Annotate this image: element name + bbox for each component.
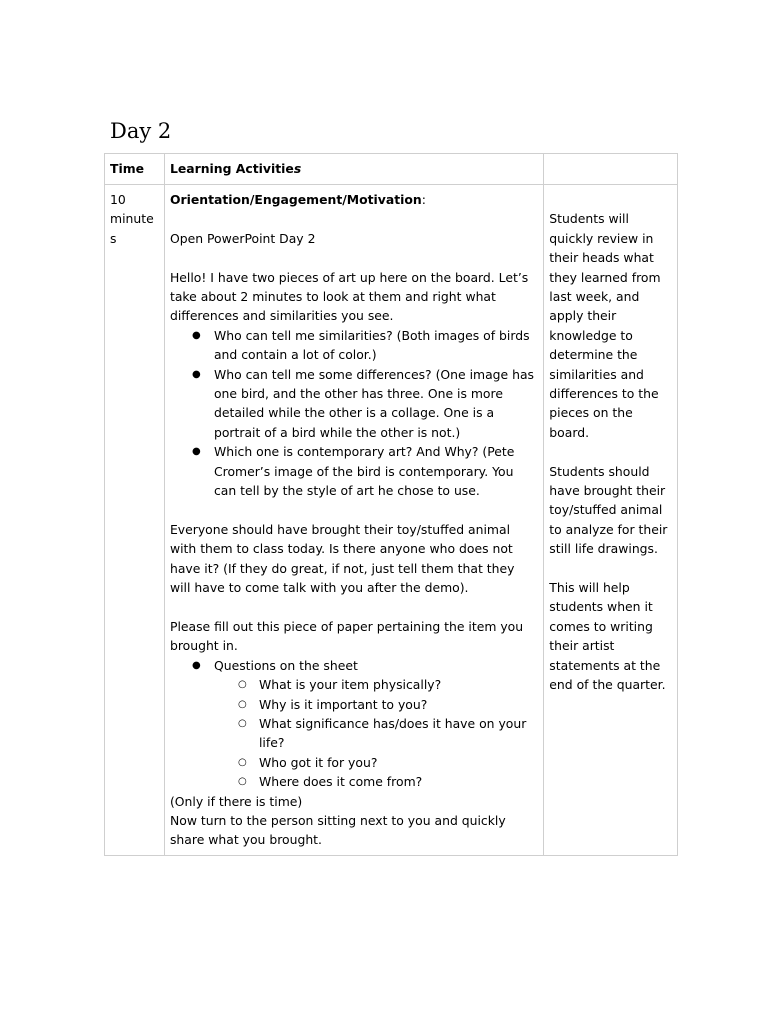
- list-item: ● Which one is contemporary art? And Why? (Pete Cromer’s image of the bird is contemporary. You can tell by the style of art he chose to use.: [170, 442, 538, 500]
- list-item: ○ Why is it important to you?: [170, 695, 538, 714]
- sheet-question-list: [170, 675, 538, 791]
- list-item: ○ What is your item physically?: [170, 675, 538, 694]
- open-powerpoint-text: Open PowerPoint Day 2: [169, 230, 316, 246]
- header-learning-activities: Learning Activities: [164, 154, 543, 185]
- question-list: [170, 326, 538, 501]
- share-text: Now turn to the person sitting next to you and quickly share what you brought.: [169, 812, 506, 848]
- intro-paragraph: Hello! I have two pieces of art up here on the board. Let’s take about 2 minutes to look at them and right what differences and similarities you see.: [169, 269, 529, 324]
- lesson-plan-table: [104, 153, 678, 856]
- time-cell: [105, 185, 165, 856]
- list-item: ● Who can tell me similarities? (Both images of birds and contain a lot of color.): [170, 326, 538, 365]
- list-item: ○ What significance has/does it have on your life?: [170, 714, 538, 753]
- toy-paragraph: Everyone should have brought their toy/stuffed animal with them to class today. Is there anyone who does not have it? (If they do great, if not, just tell them that they will have to come talk with you after the demo).: [169, 521, 515, 596]
- paper-paragraph: Please fill out this piece of paper pertaining the item you brought in.: [169, 618, 524, 654]
- header-time: Time: [105, 154, 165, 185]
- note-paragraph: Students should have brought their toy/stuffed animal to analyze for their still life drawings.: [549, 463, 668, 557]
- section-heading: Orientation/Engagement/Motivation:: [169, 192, 426, 207]
- notes-cell: [544, 185, 678, 856]
- time-line: s: [110, 230, 117, 246]
- page-title: Day 2: [110, 119, 172, 143]
- note-paragraph: This will help students when it comes to writing their artist statements at the end of the quarter.: [549, 580, 666, 693]
- note-paragraph: Students will quickly review in their heads what they learned from last week, and apply their knowledge to determine the similarities and differences to the pieces on the board.: [549, 211, 661, 440]
- time-line: 10: [110, 192, 126, 207]
- list-item: ● Questions on the sheet: [170, 656, 538, 675]
- list-item: ● Who can tell me some differences? (One image has one bird, and the other has three. One is more detailed while the other is a collage. One is a portrait of a bird while the other is not.): [170, 365, 538, 443]
- list-item: ○ Where does it come from?: [170, 772, 538, 791]
- if-time-text: (Only if there is time): [169, 793, 303, 809]
- list-item: ○ Who got it for you?: [170, 753, 538, 772]
- activities-cell: [164, 185, 543, 856]
- table-row: [105, 185, 678, 856]
- table-header-row: [105, 154, 678, 185]
- header-notes: [544, 154, 678, 185]
- time-line: minute: [110, 211, 154, 227]
- sheet-list: [170, 656, 538, 675]
